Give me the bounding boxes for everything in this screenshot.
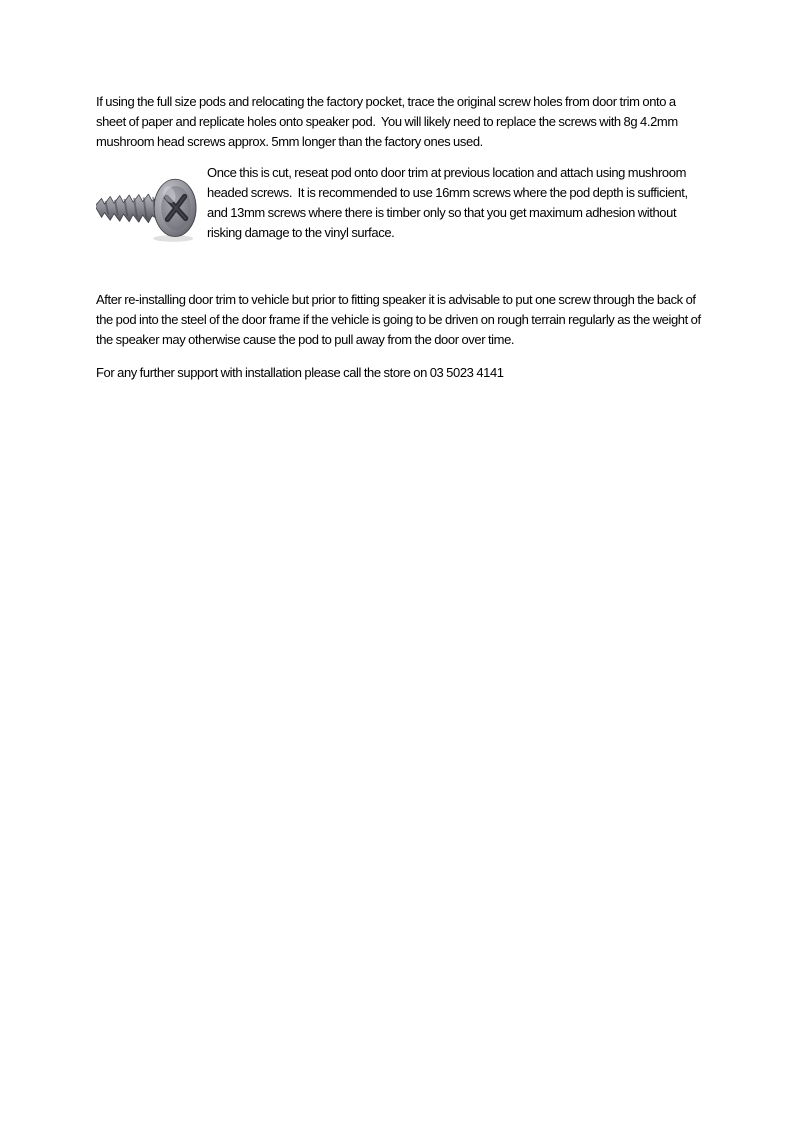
paragraph-screws-block (96, 163, 702, 248)
mushroom-screw-illustration (96, 166, 198, 246)
paragraph-reinstall-advice: After re-installing door trim to vehicle but prior to fitting speaker it is advisable to put one screw through the back of the pod into the steel of the door frame if the vehicle is going to be driven on rough terrain regularly as the weight of the speaker may otherwise cause the pod to pull away from the door over time. (96, 292, 704, 347)
document-content (96, 92, 702, 394)
mushroom-screw-photo-icon (96, 166, 198, 246)
paragraph-screw-sizes: Once this is cut, reseat pod onto door trim at previous location and attach using mushroom headed screws. It is recommended to use 16mm screws where the pod depth is sufficient, and 13mm screws where there is timber only so that you get maximum adhesion without risking damage to the vinyl surface. (207, 165, 691, 240)
paragraph-intro-pods: If using the full size pods and relocating the factory pocket, trace the original screw holes from door trim onto a sheet of paper and replicate holes onto speaker pod. You will likely need to replace the screws with 8g 4.2mm mushroom head screws approx. 5mm longer than the factory ones used. (96, 94, 681, 149)
paragraph-support-contact: For any further support with installation please call the store on 03 5023 4141 (96, 365, 504, 380)
